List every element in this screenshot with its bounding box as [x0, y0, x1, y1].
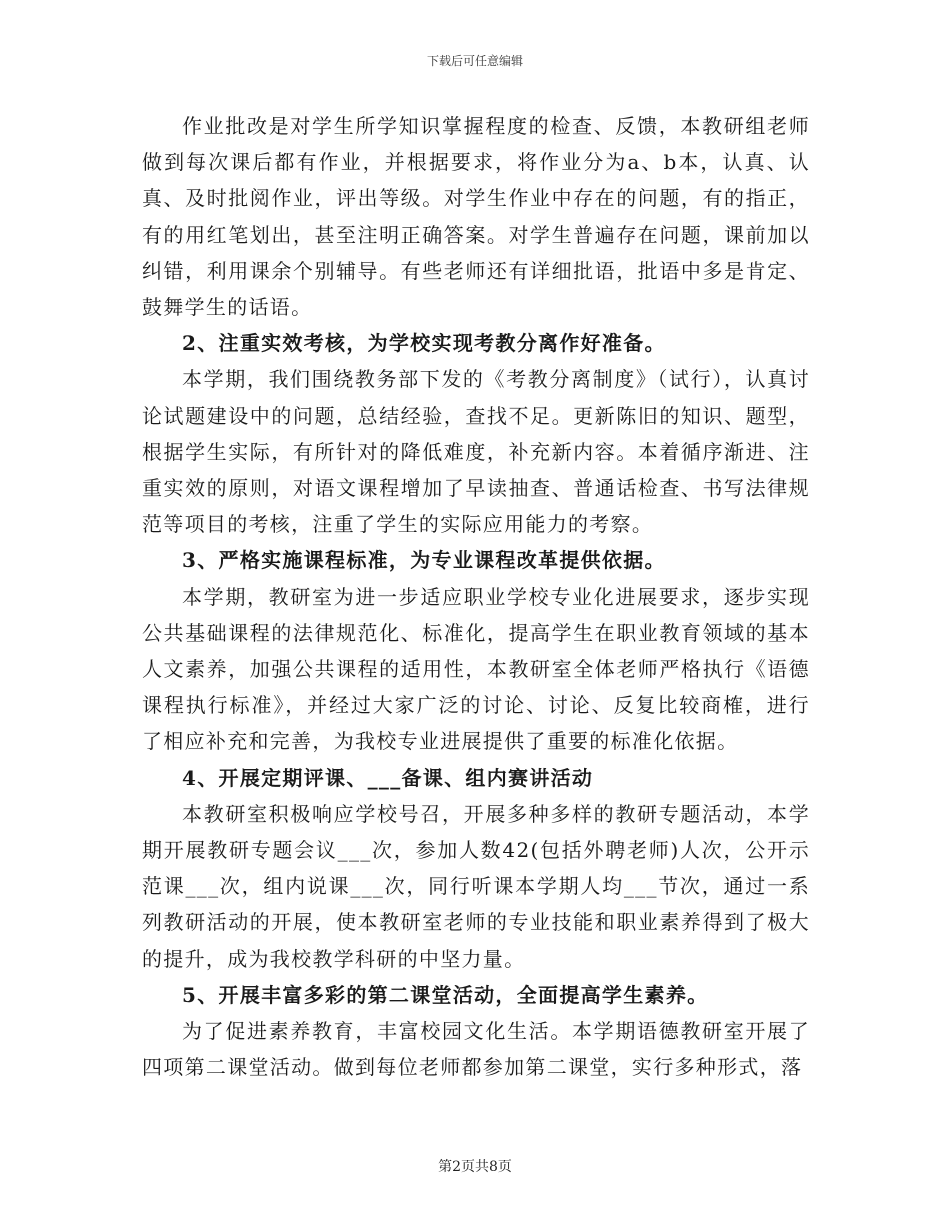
paragraph-homework-correction: 作业批改是对学生所学知识掌握程度的检查、反馈，本教研组老师做到每次课后都有作业，并根据要求，将作业分为a、b本，认真、认真、及时批阅作业，评出等级。对学生作业中存在的问题，有的指正，有的用红笔划出，甚至注明正确答案。对学生普遍存在问题，课前加以纠错，利用课余个别辅导。有些老师还有详细批语，批语中多是肯定、鼓舞学生的话语。 [142, 114, 810, 320]
section-heading-3: 3、严格实施课程标准，为专业课程改革提供依据。 [182, 548, 666, 573]
header-note: 下载后可任意编辑 [426, 54, 523, 68]
document-body [142, 108, 810, 1085]
page-number: 第2页共8页 [438, 1159, 512, 1175]
paragraph-curriculum-standards: 本学期，教研室为进一步适应职业学校专业化进展要求，逐步实现公共基础课程的法律规范化、标准化，提高学生在职业教育领域的基本人文素养，加强公共课程的适用性，本教研室全体老师严格执行《语德课程执行标准》，并经过大家广泛的讨论、讨论、反复比较商榷，进行了相应补充和完善，为我校专业进展提供了重要的标准化依据。 [142, 584, 810, 754]
paragraph-teaching-research: 本教研室积极响应学校号召，开展多种多样的教研专题活动，本学期开展教研专题会议___次，参加人数42(包括外聘老师)人次，公开示范课___次，组内说课___次，同行听课本学期人均___节次，通过一系列教研活动的开展，使本教研室老师的专业技能和职业素养得到了极大的提升，成为我校教学科研的中坚力量。 [142, 801, 810, 971]
paragraph-exam-separation: 本学期，我们围绕教务部下发的《考教分离制度》（试行），认真讨论试题建设中的问题，总结经验，查找不足。更新陈旧的知识、题型，根据学生实际，有所针对的降低难度，补充新内容。本着循序渐进、注重实效的原则，对语文课程增加了早读抽查、普通话检查、书写法律规范等项目的考核，注重了学生的实际应用能力的考察。 [142, 367, 810, 537]
section-heading-2: 2、注重实效考核，为学校实现考教分离作好准备。 [182, 331, 666, 356]
section-heading-5: 5、开展丰富多彩的第二课堂活动，全面提高学生素养。 [182, 982, 709, 1007]
paragraph-second-classroom: 为了促进素养教育，丰富校园文化生活。本学期语德教研室开展了四项第二课堂活动。做到每位老师都参加第二课堂，实行多种形式，落 [142, 1019, 810, 1080]
section-heading-4: 4、开展定期评课、___备课、组内赛讲活动 [182, 765, 594, 790]
